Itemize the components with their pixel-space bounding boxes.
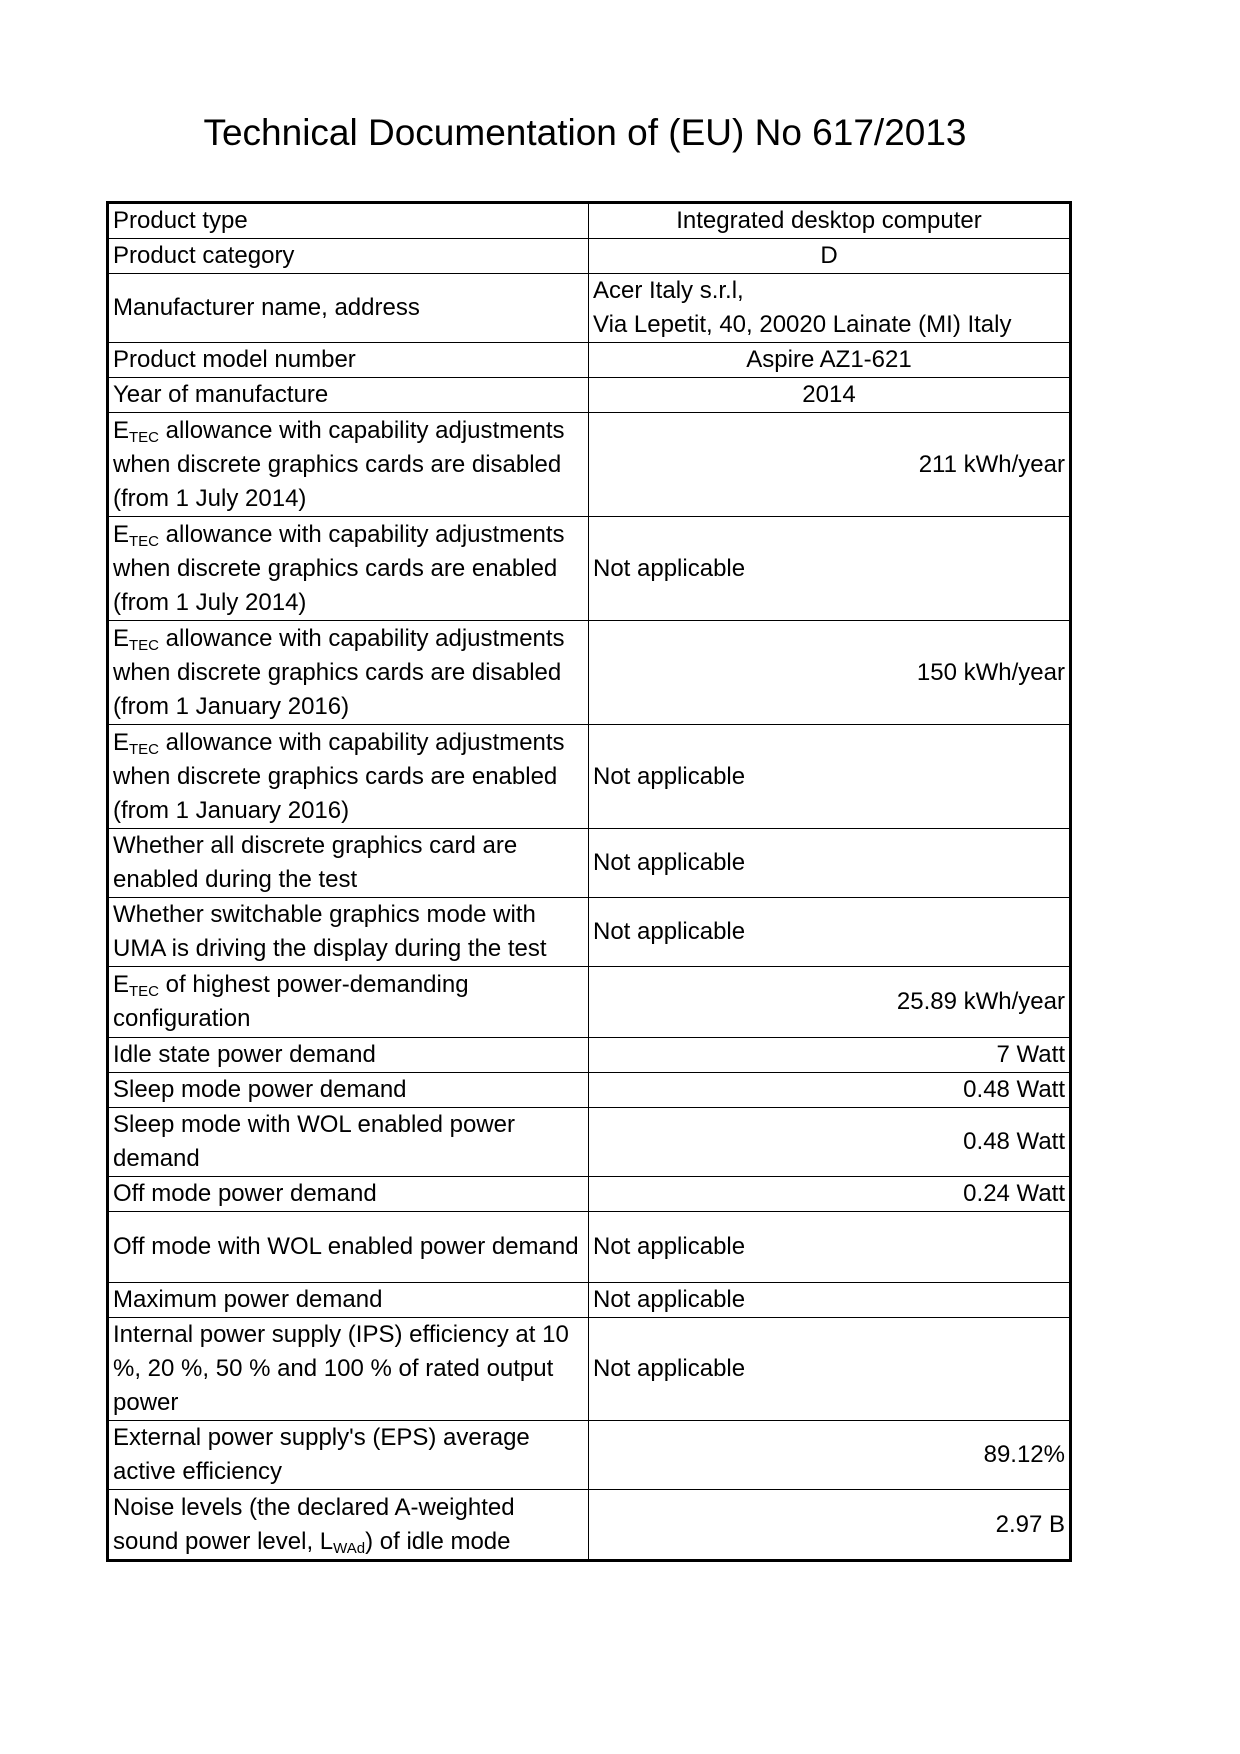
etec-symbol: E xyxy=(113,971,130,998)
row-label-text: allowance with capability adjustments when discrete graphics cards are disabled (from 1 July 2014) xyxy=(113,416,565,512)
table-row xyxy=(108,1108,1071,1177)
row-value: 2014 xyxy=(589,378,1071,413)
row-label-text: allowance with capability adjustments when discrete graphics cards are enabled (from 1 January 2016) xyxy=(113,728,565,824)
row-label xyxy=(108,413,589,517)
etec-subscript: TEC xyxy=(129,740,160,758)
row-label xyxy=(108,725,589,829)
table-row xyxy=(108,1283,1071,1318)
row-label: External power supply's (EPS) average active efficiency xyxy=(108,1421,589,1490)
row-value: 2.97 B xyxy=(589,1490,1071,1561)
row-value: Not applicable xyxy=(589,725,1071,829)
row-value: Not applicable xyxy=(589,1283,1071,1318)
table-row xyxy=(108,725,1071,829)
row-value: Not applicable xyxy=(589,1318,1071,1421)
row-value: Not applicable xyxy=(589,517,1071,621)
row-label: Year of manufacture xyxy=(108,378,589,413)
page-title: Technical Documentation of (EU) No 617/2013 xyxy=(203,112,967,153)
row-value: 89.12% xyxy=(589,1421,1071,1490)
etec-symbol: E xyxy=(113,416,130,444)
row-value: Not applicable xyxy=(589,1212,1071,1283)
lwad-subscript: WAd xyxy=(333,1539,366,1557)
etec-subscript: TEC xyxy=(129,636,160,654)
table-row xyxy=(108,829,1071,898)
table-row xyxy=(108,1212,1071,1283)
table-row xyxy=(108,239,1071,274)
row-label: Whether switchable graphics mode with UMA is driving the display during the test xyxy=(108,898,589,967)
table-row xyxy=(108,1038,1071,1073)
row-label xyxy=(108,621,589,725)
row-label: Manufacturer name, address xyxy=(108,274,589,343)
row-value: Not applicable xyxy=(589,898,1071,967)
etec-subscript: TEC xyxy=(129,983,160,1000)
row-label: Product model number xyxy=(108,343,589,378)
row-label: Idle state power demand xyxy=(108,1038,589,1073)
etec-symbol: E xyxy=(113,728,130,756)
row-value: 211 kWh/year xyxy=(589,413,1071,517)
row-label: Off mode with WOL enabled power demand xyxy=(108,1212,589,1283)
row-value: Integrated desktop computer xyxy=(589,203,1071,239)
row-value: Aspire AZ1-621 xyxy=(589,343,1071,378)
table-row xyxy=(108,898,1071,967)
row-label-text: allowance with capability adjustments when discrete graphics cards are enabled (from 1 July 2014) xyxy=(113,520,565,616)
row-label: Product type xyxy=(108,203,589,239)
row-label: Whether all discrete graphics card are enabled during the test xyxy=(108,829,589,898)
row-value xyxy=(589,274,1071,343)
row-label: Maximum power demand xyxy=(108,1283,589,1318)
row-label-text: of highest power-demanding configuration xyxy=(113,971,469,1032)
table-row xyxy=(108,343,1071,378)
table-row xyxy=(108,1421,1071,1490)
etec-subscript: TEC xyxy=(129,532,160,550)
row-label: Sleep mode power demand xyxy=(108,1073,589,1108)
row-label: Product category xyxy=(108,239,589,274)
table-row xyxy=(108,1490,1071,1561)
row-value: Not applicable xyxy=(589,829,1071,898)
table-row xyxy=(108,967,1071,1038)
row-label: Off mode power demand xyxy=(108,1177,589,1212)
manufacturer-address: Via Lepetit, 40, 20020 Lainate (MI) Italy xyxy=(593,311,1012,338)
row-label-text: ) of idle mode xyxy=(365,1527,511,1555)
row-label xyxy=(108,517,589,621)
row-value: 150 kWh/year xyxy=(589,621,1071,725)
table-row xyxy=(108,621,1071,725)
table-row xyxy=(108,378,1071,413)
table-row xyxy=(108,517,1071,621)
row-label: Internal power supply (IPS) efficiency at 10 %, 20 %, 50 % and 100 % of rated output power xyxy=(108,1318,589,1421)
row-label xyxy=(108,1490,589,1561)
row-value: 0.48 Watt xyxy=(589,1073,1071,1108)
etec-subscript: TEC xyxy=(129,428,160,446)
row-label xyxy=(108,967,589,1038)
row-value: 7 Watt xyxy=(589,1038,1071,1073)
table-row xyxy=(108,1318,1071,1421)
row-value: 0.48 Watt xyxy=(589,1108,1071,1177)
table-row xyxy=(108,274,1071,343)
row-label-text: Noise levels (the declared A-weighted sound power level, L xyxy=(113,1493,515,1555)
row-label: Sleep mode with WOL enabled power demand xyxy=(108,1108,589,1177)
table-row xyxy=(108,203,1071,239)
row-value: 0.24 Watt xyxy=(589,1177,1071,1212)
row-value: D xyxy=(589,239,1071,274)
row-label-text: allowance with capability adjustments when discrete graphics cards are disabled (from 1 January 2016) xyxy=(113,624,565,720)
table-row xyxy=(108,413,1071,517)
manufacturer-name: Acer Italy s.r.l, xyxy=(593,277,744,304)
table-row xyxy=(108,1177,1071,1212)
row-value: 25.89 kWh/year xyxy=(589,967,1071,1038)
spec-table xyxy=(106,201,1072,1562)
etec-symbol: E xyxy=(113,624,130,652)
table-row xyxy=(108,1073,1071,1108)
etec-symbol: E xyxy=(113,520,130,548)
